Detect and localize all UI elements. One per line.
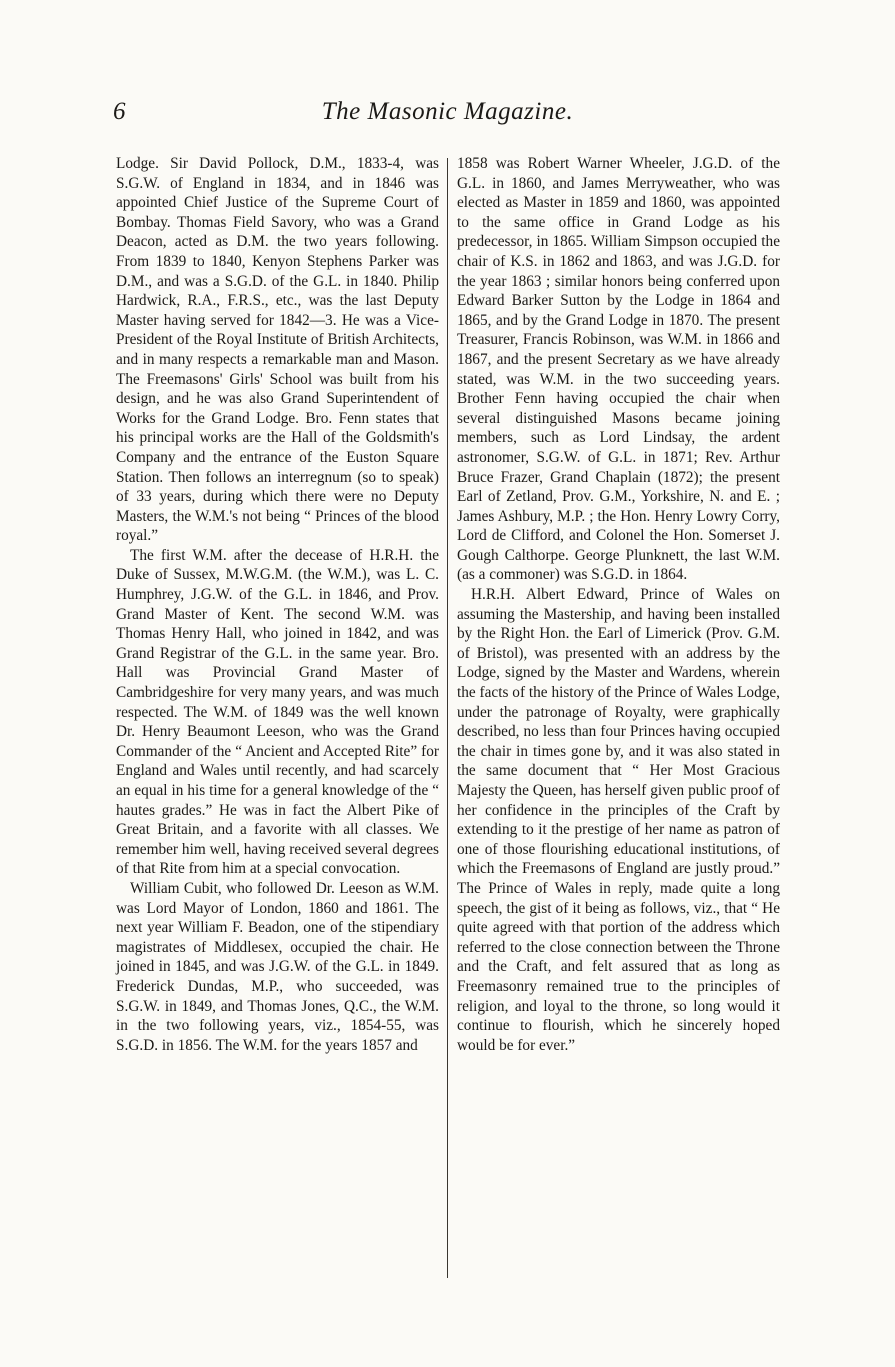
page-number: 6	[113, 98, 126, 125]
paragraph: 1858 was Robert Warner Wheeler, J.G.D. of the G.L. in 1860, and James Merryweather, who was elected as Master in 1859 and 1860, was appointed to the same office in Grand Lodge as his predecessor, in 1865. William Simpson occupied the chair of K.S. in 1862 and 1863, and was J.G.D. for the year 1863 ; similar honors being conferred upon Edward Barker Sutton by the Lodge in 1864 and 1865, and by the Grand Lodge in 1870. The present Treasurer, Francis Robinson, was W.M. in 1866 and 1867, and the present Secretary as we have already stated, was W.M. in the two succeeding years. Brother Fenn having occupied the chair when several distinguished Masons became joining members, such as Lord Lindsay, the ardent astronomer, S.G.W. of G.L. in 1871; Rev. Arthur Bruce Frazer, Grand Chaplain (1872); the present Earl of Zetland, Prov. G.M., Yorkshire, N. and E. ; James Ashbury, M.P. ; the Hon. Henry Lowry Corry, Lord de Clifford, and Colonel the Hon. Somerset J. Gough Calthorpe. George Plunknett, the last W.M. (as a commoner) was S.G.D. in 1864.	[457, 155, 780, 584]
page-header	[0, 98, 895, 138]
paragraph: William Cubit, who followed Dr. Leeson as W.M. was Lord Mayor of London, 1860 and 1861. The next year William F. Beadon, one of the stipendiary magistrates of Middlesex, occupied the chair. He joined in 1845, and was J.G.W. of the G.L. in 1849. Frederick Dundas, M.P., who succeeded, was S.G.W. in 1849, and Thomas Jones, Q.C., the W.M. in the two following years, viz., 1854-55, was S.G.D. in 1856. The W.M. for the years 1857 and	[116, 879, 439, 1054]
right-column	[457, 154, 780, 1055]
paragraph: H.R.H. Albert Edward, Prince of Wales on assuming the Mastership, and having been installed by the Right Hon. the Earl of Limerick (Prov. G.M. of Bristol), was presented with an address by the Lodge, signed by the Master and Wardens, wherein the facts of the history of the Prince of Wales Lodge, under the patronage of Royalty, were graphically described, no less than four Princes having occupied the chair in times gone by, and it was also stated in the same document that “ Her Most Gracious Majesty the Queen, has herself given public proof of her confidence in the principles of the Craft by extending to it the prestige of her name as patron of one of those flourishing educational institutions, of which the Freemasons of England are justly proud.” The Prince of Wales in reply, made quite a long speech, the gist of it being as follows, viz., that “ He quite agreed with that portion of the address which referred to the close connection between the Throne and the Craft, and felt assured that as long as Freemasonry remained true to the principles of religion, and loyal to the throne, so long would it continue to flourish, which he sincerely hoped would be for ever.”	[457, 586, 780, 1054]
column-divider	[447, 158, 448, 1278]
article-body	[116, 154, 780, 1284]
left-column	[116, 154, 439, 1055]
running-title: The Masonic Magazine.	[321, 98, 574, 125]
paragraph: Lodge. Sir David Pollock, D.M., 1833-4, was S.G.W. of England in 1834, and in 1846 was appointed Chief Justice of the Supreme Court of Bombay. Thomas Field Savory, who was a Grand Deacon, acted as D.M. the two years following. From 1839 to 1840, Kenyon Stephens Parker was D.M., and was a S.G.D. of the G.L. in 1840. Philip Hardwick, R.A., F.R.S., etc., was the last Deputy Master having served for 1842—3. He was a Vice-President of the Royal Institute of British Architects, and in many respects a remarkable man and Mason. The Freemasons' Girls' School was built from his design, and he was also Grand Superintendent of Works for the Grand Lodge. Bro. Fenn states that his principal works are the Hall of the Goldsmith's Company and the entrance of the Euston Square Station. Then follows an interregnum (so to speak) of 33 years, during which there were no Deputy Masters, the W.M.'s not being “ Princes of the blood royal.”	[116, 155, 439, 545]
paragraph: The first W.M. after the decease of H.R.H. the Duke of Sussex, M.W.G.M. (the W.M.), was L. C. Humphrey, J.G.W. of the G.L. in 1846, and Prov. Grand Master of Kent. The second W.M. was Thomas Henry Hall, who joined in 1842, and was Grand Registrar of the G.L. in the same year. Bro. Hall was Provincial Grand Master of Cambridgeshire for very many years, and was much respected. The W.M. of 1849 was the well known Dr. Henry Beaumont Leeson, who was the Grand Commander of the “ Ancient and Accepted Rite” for England and Wales until recently, and had scarcely an equal in his time for a general knowledge of the “ hautes grades.” He was in fact the Albert Pike of Great Britain, and a favorite with all classes. We remember him well, having received several degrees of that Rite from him at a special convocation.	[116, 546, 439, 878]
